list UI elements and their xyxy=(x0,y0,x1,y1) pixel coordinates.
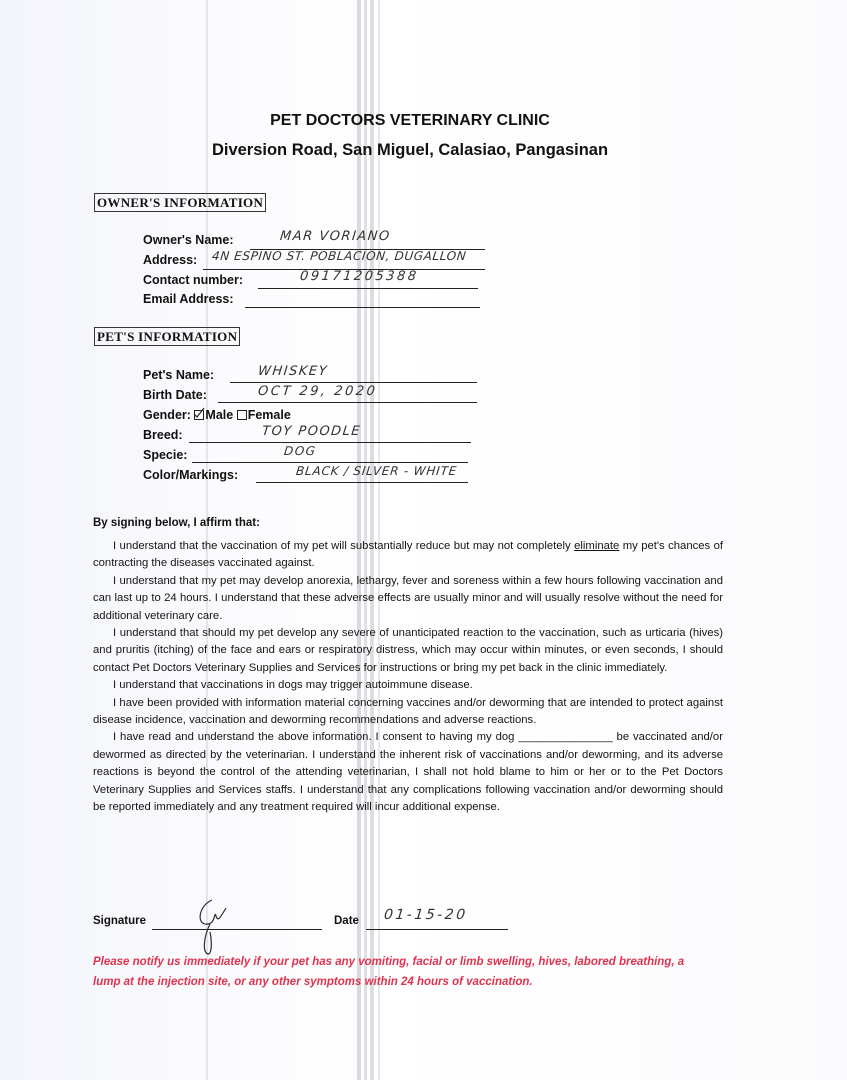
address-value[interactable]: 4N ESPINO ST. POBLACION, DUGALLON xyxy=(211,249,468,263)
female-checkbox[interactable] xyxy=(237,410,247,420)
male-checkbox[interactable] xyxy=(194,410,204,420)
notice-text: Please notify us immediately if your pet has any vomiting, facial or limb swelling, hives, labored breathing, a lump at the injection site, or any other symptoms within 24 hours of vaccination. xyxy=(93,956,685,988)
contact-label: Contact number: xyxy=(143,273,243,287)
signature-date-value[interactable]: 01-15-20 xyxy=(383,907,469,923)
contact-value[interactable]: 09171205388 xyxy=(299,269,420,284)
agreement-paragraph: I have been provided with information material concerning vaccines and/or deworming that are intended to protect against disease incidence, vaccination and deworming recommendations and adverse reactions. xyxy=(93,696,723,727)
breed-row xyxy=(143,428,183,442)
address-label: Address: xyxy=(143,253,198,267)
agreement-paragraph: I have read and understand the above information. I consent to having my dog _______________ be vaccinated and/or dewormed as directed by the veterinarian. I understand the inherent risk of vaccinations and/or deworming, and its adverse reactions is beyond the control of the attending veterinarian, I shall not hold blame to him or her or to the Pet Doctors Veterinary Supplies and Services staffs. I understand that any complications following vaccination and/or deworming should be reported immediately and any treatment required will incur additional expense. xyxy=(93,731,723,814)
pet-name-value[interactable]: WHISKEY xyxy=(257,364,329,379)
address-row xyxy=(143,253,197,267)
gender-male-label: Male xyxy=(205,408,234,422)
clinic-name: PET DOCTORS VETERINARY CLINIC xyxy=(270,112,550,129)
specie-label: Specie: xyxy=(143,448,188,462)
owner-name-value[interactable]: MAR VORIANO xyxy=(279,229,392,244)
agreement-paragraph: I understand that my pet may develop anorexia, lethargy, fever and soreness within a few hours following vaccination and can last up to 24 hours. I understand that these adverse effects are usually minor and will usually resolve without the need for additional veterinary care. xyxy=(93,574,723,622)
agreement-body xyxy=(93,538,723,817)
pet-name-label: Pet's Name: xyxy=(143,368,215,382)
birth-date-value[interactable]: OCT 29, 2020 xyxy=(257,384,379,399)
email-label: Email Address: xyxy=(143,292,234,306)
birth-date-label: Birth Date: xyxy=(143,388,207,402)
specie-value[interactable]: DOG xyxy=(283,444,318,458)
breed-value[interactable]: TOY POODLE xyxy=(261,424,362,439)
gender-label: Gender: xyxy=(143,408,191,422)
specie-row xyxy=(143,448,187,462)
signature-label: Signature xyxy=(93,915,147,927)
color-label: Color/Markings: xyxy=(143,468,239,482)
pet-name-row xyxy=(143,368,214,382)
agreement-paragraph: I understand that the vaccination of my pet will substantially reduce but may not completely eliminate my pet's chances of contracting the diseases vaccinated against. xyxy=(93,540,724,570)
clinic-address: Diversion Road, San Miguel, Calasiao, Pangasinan xyxy=(211,141,609,159)
email-row xyxy=(143,292,234,306)
gender-female-label: Female xyxy=(247,408,291,422)
birth-date-row xyxy=(143,388,207,402)
agreement-paragraph: I understand that vaccinations in dogs may trigger autoimmune disease. xyxy=(113,679,473,692)
color-value[interactable]: BLACK / SILVER - WHITE xyxy=(295,464,458,478)
agreement-paragraph: I understand that should my pet develop any severe of unanticipated reaction to the vaccination, such as urticaria (hives) and pruritis (itching) of the face and ears or respiratory distress, which may occur within minutes, or even seconds, I should contact Pet Doctors Veterinary Supplies and Services for instructions or bring my pet back in the clinic immediately. xyxy=(93,627,723,674)
check-mark-icon xyxy=(193,407,205,419)
breed-label: Breed: xyxy=(143,428,183,442)
date-label: Date xyxy=(334,915,359,927)
pet-section-heading: PET'S INFORMATION xyxy=(94,327,240,346)
dog-name-blank[interactable]: _______________ xyxy=(518,731,613,744)
agreement-lead: By signing below, I affirm that: xyxy=(93,517,260,529)
owner-name-row xyxy=(143,233,234,247)
owner-section-heading: OWNER'S INFORMATION xyxy=(94,193,266,212)
signature-scrawl-icon[interactable] xyxy=(190,896,250,958)
color-row xyxy=(143,468,238,482)
owner-name-label: Owner's Name: xyxy=(143,233,234,247)
contact-row xyxy=(143,273,243,287)
gender-row xyxy=(143,408,291,422)
